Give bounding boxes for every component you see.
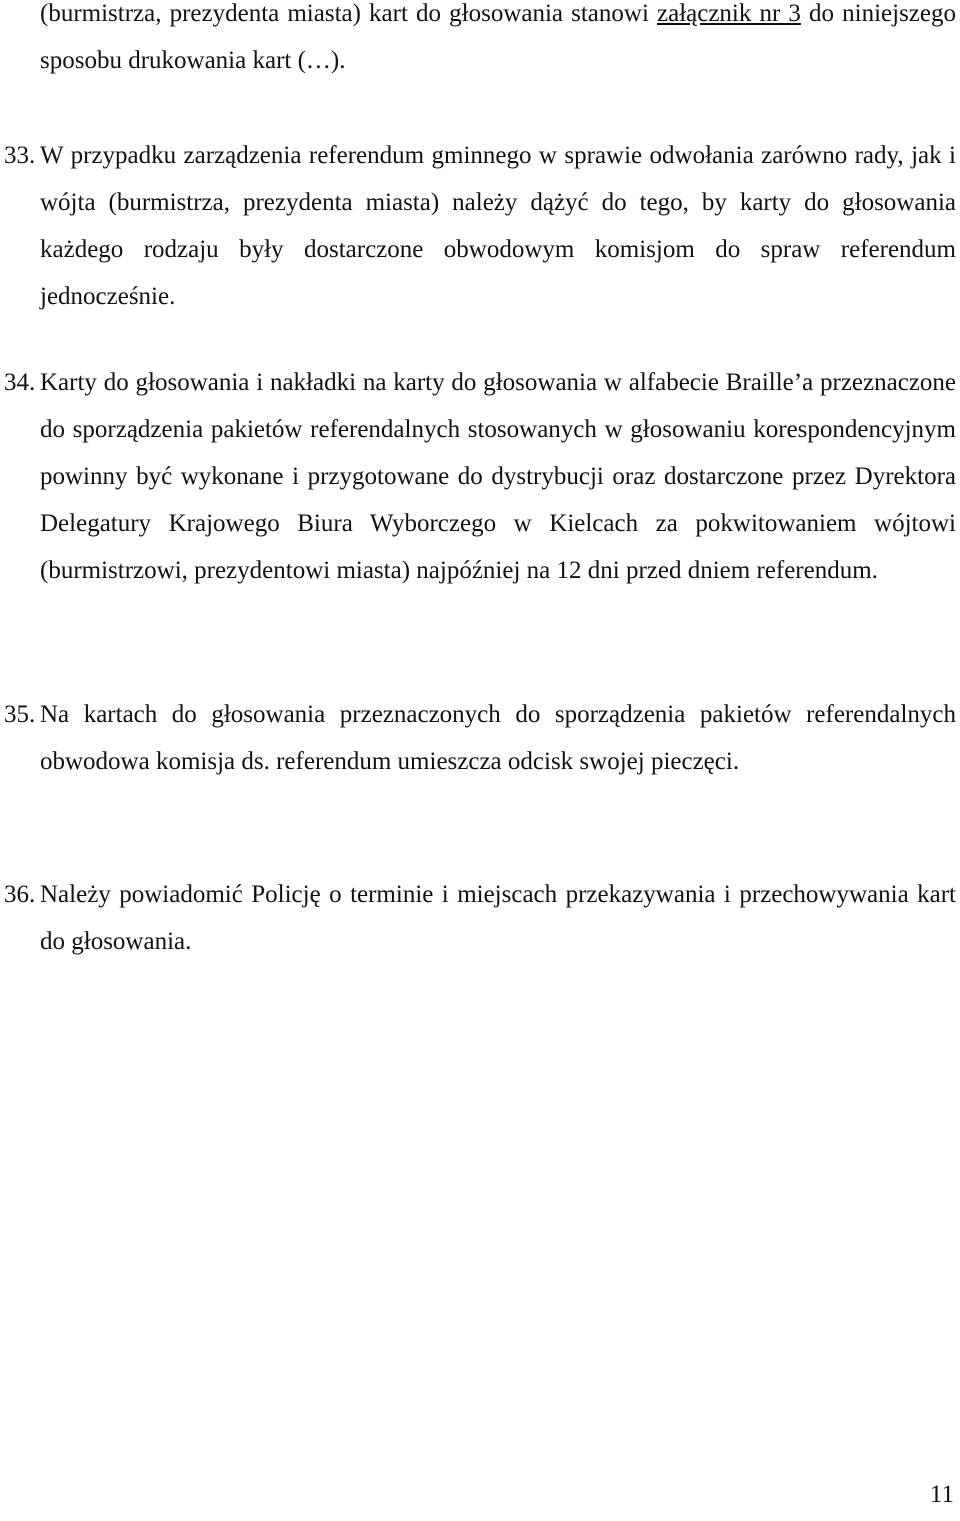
list-item-36 — [0, 871, 956, 965]
list-item-35 — [0, 691, 956, 785]
item-text: Na kartach do głosowania przeznaczonych do sporządzenia pakietów referendalnych obwodowa komisja ds. referendum umieszcza odcisk swojej pieczęci. — [40, 701, 956, 775]
item-text: W przypadku zarządzenia referendum gminnego w sprawie odwołania zarówno rady, jak i wójta (burmistrza, prezydenta miasta) należy dążyć do tego, by karty do głosowania każdego rodzaju były dostarczone obwodowym komisjom do spraw referendum jednocześnie. — [40, 142, 956, 310]
item-number: 35. — [4, 701, 36, 728]
list-item-34 — [0, 359, 956, 594]
item-number: 34. — [4, 369, 36, 396]
intro-text-before: (burmistrza, prezydenta miasta) kart do głosowania stanowi — [40, 0, 657, 27]
intro-text-after: do niniejszego sposobu drukowania kart (…). — [40, 0, 956, 74]
item-text: Należy powiadomić Policję o terminie i miejscach przekazywania i przechowywania kart do głosowania. — [40, 881, 956, 955]
list-item-33 — [0, 132, 956, 320]
item-text: Karty do głosowania i nakładki na karty do głosowania w alfabecie Braille’a przeznaczone do sporządzenia pakietów referendalnych stosowanych w głosowaniu korespondencyjnym powinny być wykonane i przygotowane do dystrybucji oraz dostarczone przez Dyrektora Delegatury Krajowego Biura Wyborczego w Kielcach za pokwitowaniem wójtowi (burmistrzowi, prezydentowi miasta) najpóźniej na 12 dni przed dniem referendum. — [40, 369, 956, 584]
intro-paragraph — [40, 0, 956, 84]
item-number: 33. — [4, 142, 36, 169]
item-number: 36. — [4, 881, 36, 908]
attachment-reference: załącznik nr 3 — [657, 0, 801, 27]
page-number: 11 — [929, 1481, 954, 1508]
